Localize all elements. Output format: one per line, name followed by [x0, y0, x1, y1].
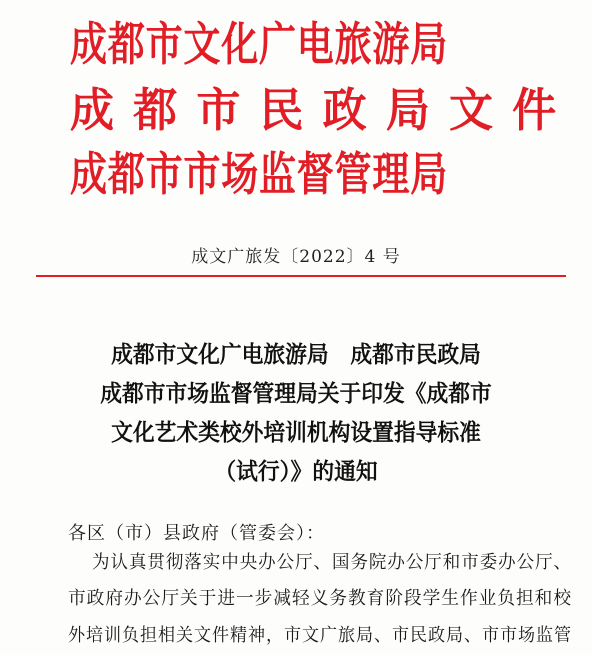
title-line-4: （试行）》的通知 [214, 458, 378, 485]
title-line-2: 成都市市场监督管理局关于印发《成都市 [100, 380, 492, 407]
red-divider-line [36, 275, 566, 277]
document-number: 成文广旅发〔2022〕4 号 [191, 247, 401, 267]
body-line-2: 市政府办公厅关于进一步减轻义务教育阶段学生作业负担和校 [68, 588, 572, 609]
issuer-header-line-2: 成 都 市 民 政 局 文 件 [70, 83, 559, 137]
document-title [0, 335, 592, 491]
issuer-header-line-1: 成都市文化广电旅游局 [70, 17, 448, 71]
issuer-header-line-3: 成都市市场监督管理局 [70, 147, 448, 201]
body-line-1: 为认真贯彻落实中央办公厅、国务院办公厅和市委办公厅、 [92, 552, 572, 573]
body-line-3: 外培训负担相关文件精神，市文广旅局、市民政局、市市场监管 [68, 625, 572, 646]
salutation: 各区（市）县政府（管委会）： [68, 523, 325, 544]
title-line-1: 成都市文化广电旅游局 成都市民政局 [111, 341, 481, 368]
title-line-3: 文化艺术类校外培训机构设置指导标准 [111, 419, 481, 446]
